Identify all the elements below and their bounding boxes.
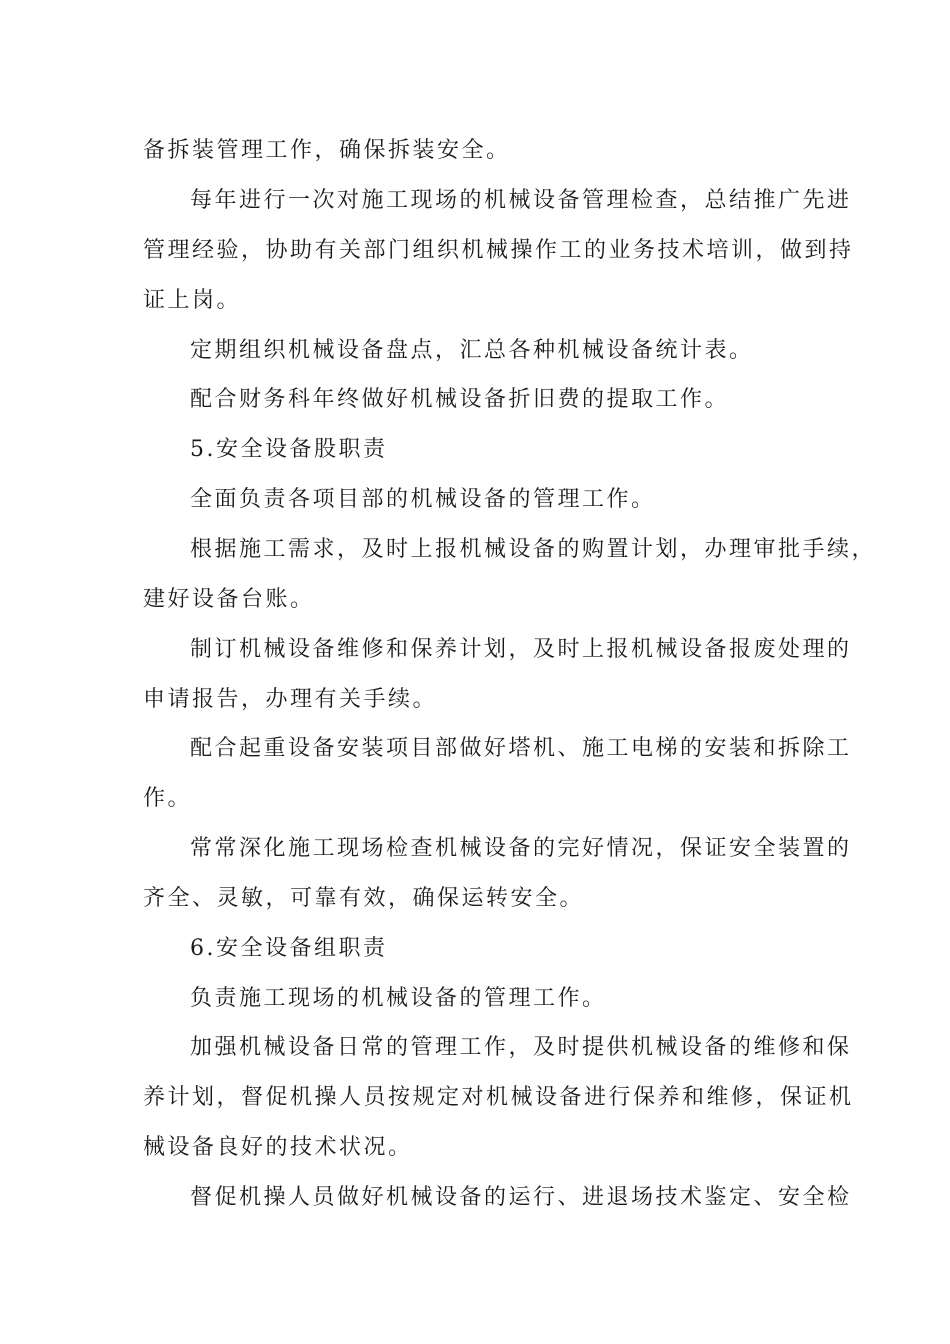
text-line: 械设备良好的技术状况。 [143,1135,413,1160]
section-heading: 5.安全设备股职责 [190,437,388,462]
text-line: 养计划，督促机操人员按规定对机械设备进行保养和维修，保证机 [143,1085,854,1110]
text-line: 负责施工现场的机械设备的管理工作。 [190,986,607,1011]
text-line: 证上岗。 [143,288,242,313]
text-line: 全面负责各项目部的机械设备的管理工作。 [190,487,656,512]
text-line: 齐全、灵敏，可靠有效，确保运转安全。 [143,886,585,911]
text-line: 配合起重设备安装项目部做好塔机、施工电梯的安装和拆除工 [190,736,852,761]
text-line: 每年进行一次对施工现场的机械设备管理检查，总结推广先进 [190,188,852,213]
text-line: 作。 [143,786,193,811]
text-line: 制订机械设备维修和保养计划，及时上报机械设备报废处理的 [190,637,852,662]
text-line: 常常深化施工现场检查机械设备的完好情况，保证安全装置的 [190,836,852,861]
text-line: 定期组织机械设备盘点，汇总各种机械设备统计表。 [190,338,754,363]
text-line: 备拆装管理工作，确保拆装安全。 [143,138,511,163]
text-line: 申请报告，办理有关手续。 [143,687,438,712]
text-line: 督促机操人员做好机械设备的运行、进退场技术鉴定、安全检 [190,1185,852,1210]
text-line: 根据施工需求，及时上报机械设备的购置计划，办理审批手续， [190,537,877,562]
text-line: 建好设备台账。 [143,587,315,612]
text-line: 配合财务科年终做好机械设备折旧费的提取工作。 [190,387,730,412]
text-line: 管理经验，协助有关部门组织机械操作工的业务技术培训，做到持 [143,238,854,263]
text-line: 加强机械设备日常的管理工作，及时提供机械设备的维修和保 [190,1035,852,1060]
section-heading: 6.安全设备组职责 [190,936,388,961]
